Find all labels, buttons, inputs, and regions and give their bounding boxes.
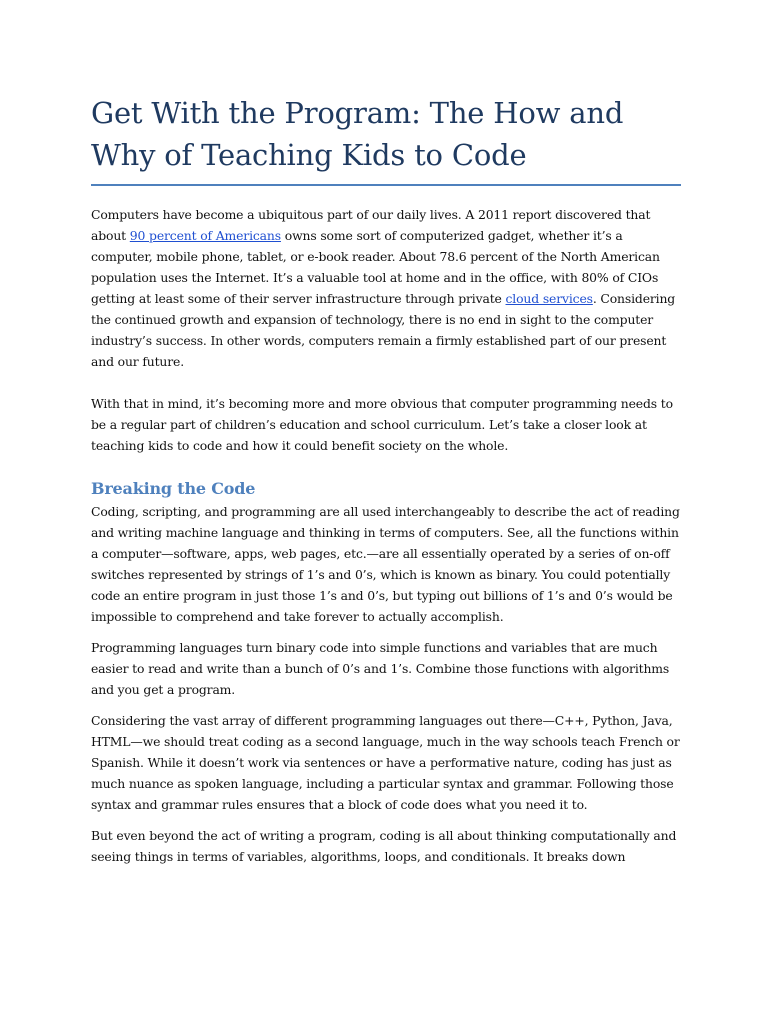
intro-p1-text-end: . Considering the continued growth and expansion of technology, there is no end in sight to the computer industry’s success. In other words, computers remain a firmly established part of our present and our future. — [91, 291, 676, 369]
section-heading-breaking-the-code: Breaking the Code — [91, 479, 256, 498]
intro-paragraph-2: With that in mind, it’s becoming more and more obvious that computer programming needs to be a regular part of children’s education and school curriculum. Let’s take a closer look at teaching kids to code and how it could benefit society on the whole. — [91, 396, 673, 453]
section-paragraph-2: Programming languages turn binary code into simple functions and variables that are much easier to read and write than a bunch of 0’s and 1’s. Combine those functions with algorithms and you get a program. — [91, 640, 670, 697]
section-paragraph-3: Considering the vast array of different programming languages out there—C++, Python, Java, HTML—we should treat coding as a second language, much in the way schools teach French or Spanish. While it doesn’t work via sentences or have a performative nature, coding has just as much nuance as spoken language, including a particular syntax and grammar. Following those syntax and grammar rules ensures that a block of code does what you need it to. — [91, 713, 680, 812]
section-paragraph-1: Coding, scripting, and programming are all used interchangeably to describe the act of reading and writing machine language and thinking in terms of computers. See, all the functions within a computer—software, apps, web pages, etc.—are all essentially operated by a series of on-off switches represented by strings of 1’s and 0’s, which is known as binary. You could potentially code an entire program in just those 1’s and 0’s, but typing out billions of 1’s and 0’s would be impossible to comprehend and take forever to actually accomplish. — [91, 504, 680, 624]
document-title: Get With the Program: The How and Why of Teaching Kids to Code — [91, 96, 624, 172]
intro-p1-text-start: Computers have become a ubiquitous part of our daily lives. A 2011 report discovered that about — [91, 207, 651, 243]
link-cloud-services[interactable]: cloud services — [505, 291, 593, 306]
intro-p1-text-middle: owns some sort of computerized gadget, whether it’s a computer, mobile phone, tablet, or e-book reader. About 78.6 percent of the North American population uses the Internet. It’s a valuable tool at home and in the office, with 80% of CIOs getting at least some of their server infrastructure through private — [91, 228, 660, 306]
title-underline-rule — [91, 184, 681, 186]
section-paragraph-4: But even beyond the act of writing a program, coding is all about thinking computationally and seeing things in terms of variables, algorithms, loops, and conditionals. It breaks down — [91, 828, 677, 864]
link-90-percent-of-americans[interactable]: 90 percent of Americans — [129, 228, 281, 243]
intro-paragraph-1 — [91, 204, 683, 372]
document-page — [91, 92, 683, 867]
